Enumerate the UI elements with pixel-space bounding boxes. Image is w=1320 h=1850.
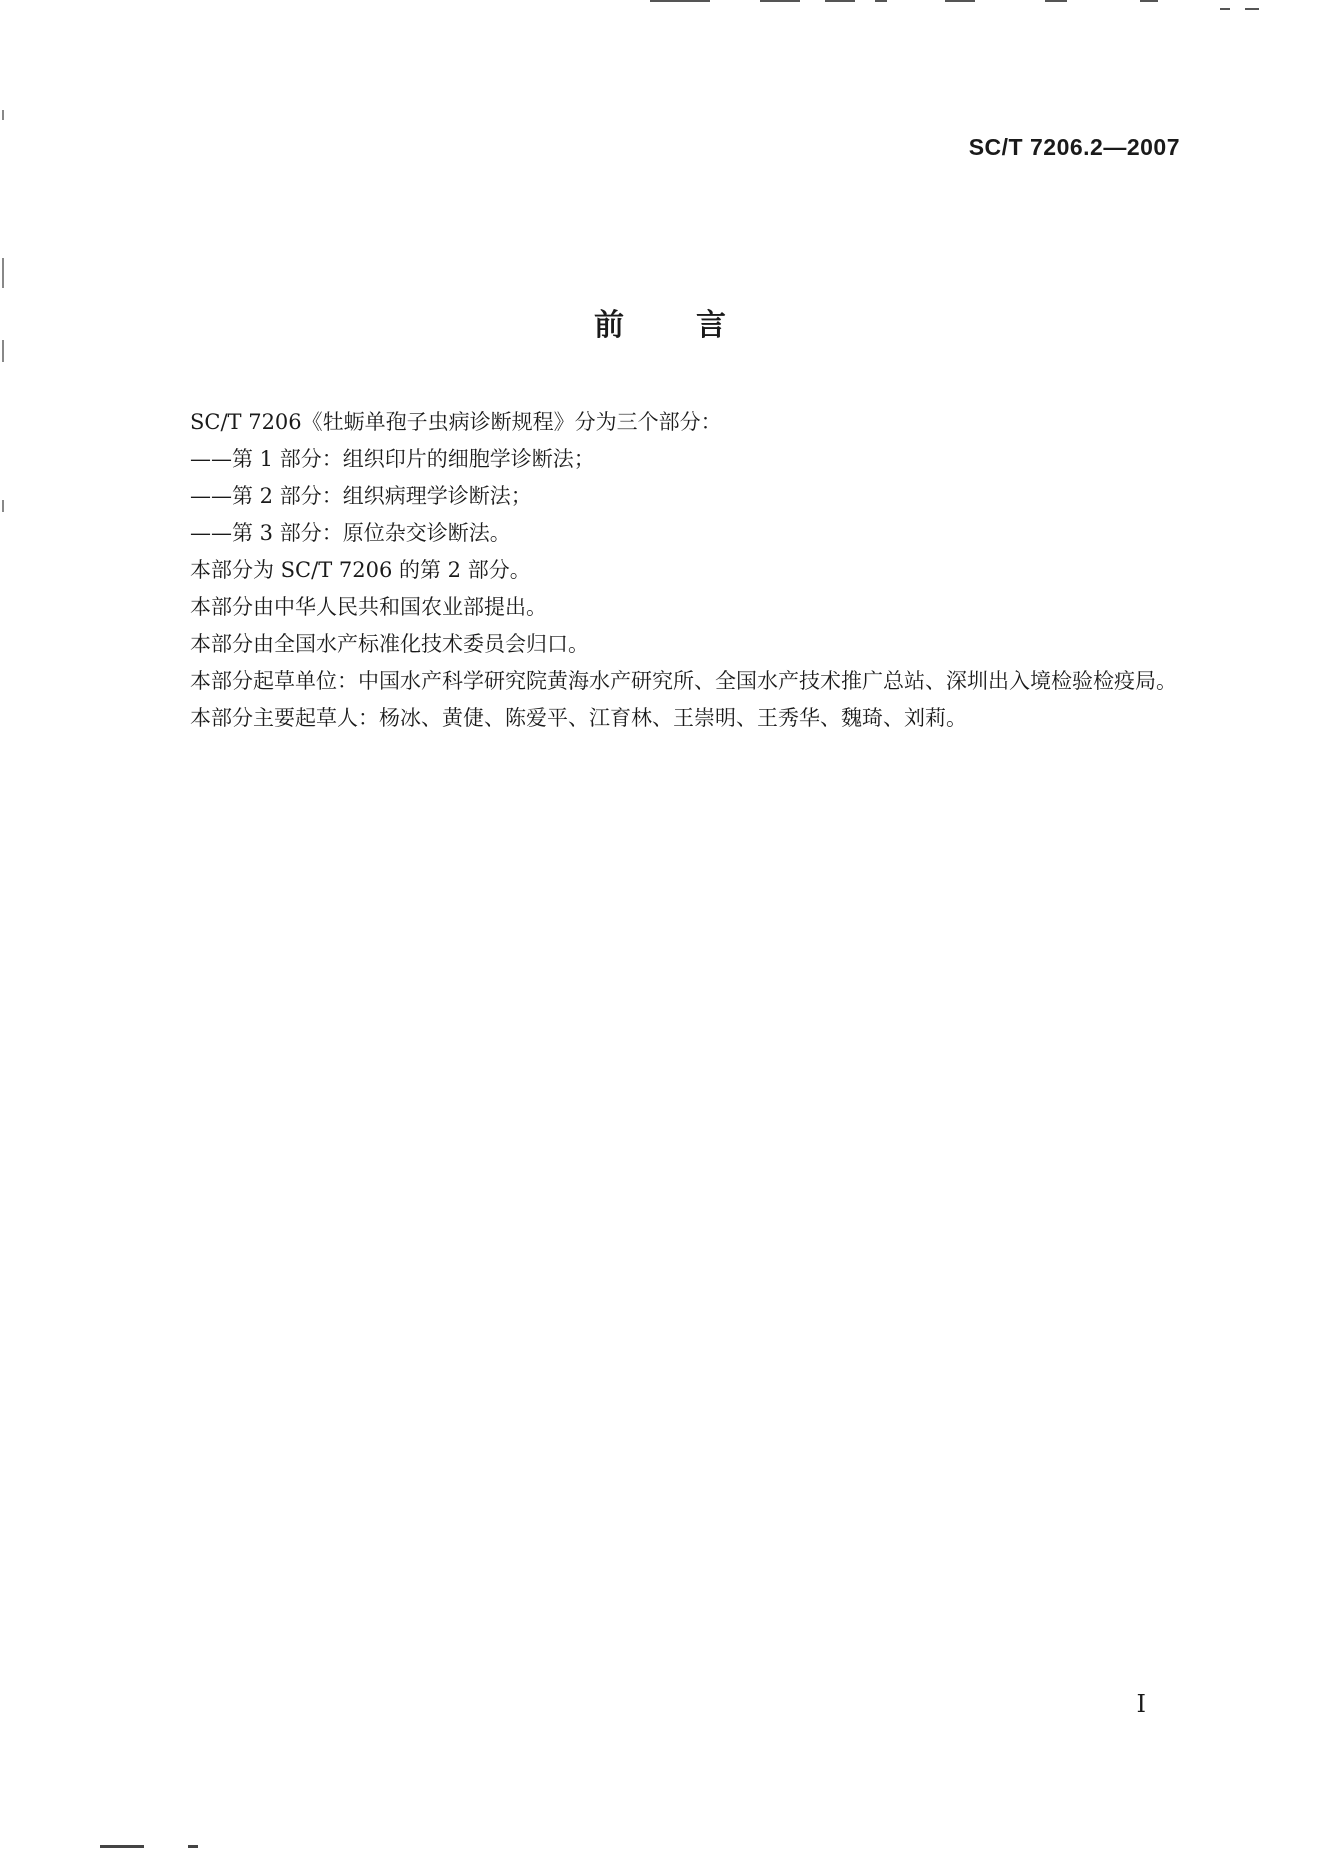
scan-artifact-top <box>1245 8 1259 10</box>
foreword-paragraph: ——第 1 部分：组织印片的细胞学诊断法； <box>190 447 595 471</box>
foreword-paragraph: 本部分由中华人民共和国农业部提出。 <box>190 595 547 619</box>
page-number: I <box>1136 1690 1146 1718</box>
foreword-paragraph: 本部分起草单位：中国水产科学研究院黄海水产研究所、全国水产技术推广总站、深圳出入境检验检疫局。 <box>190 669 1177 693</box>
scan-artifact-top <box>945 0 975 2</box>
scan-artifact-bottom <box>100 1845 144 1848</box>
scan-artifact-top <box>875 0 887 2</box>
scan-artifact-left <box>2 258 4 288</box>
scan-artifact-top <box>825 0 855 2</box>
scan-artifact-left <box>2 500 4 512</box>
foreword-paragraph: 本部分由全国水产标准化技术委员会归口。 <box>190 632 589 656</box>
standard-code: SC/T 7206.2—2007 <box>968 134 1180 160</box>
foreword-paragraph: SC/T 7206《牡蛎单孢子虫病诊断规程》分为三个部分： <box>190 410 722 434</box>
foreword-paragraph: ——第 3 部分：原位杂交诊断法。 <box>190 521 511 545</box>
scan-artifact-top <box>760 0 800 2</box>
scan-artifact-left <box>2 110 4 120</box>
foreword-paragraph: 本部分为 SC/T 7206 的第 2 部分。 <box>190 558 531 582</box>
foreword-paragraph: ——第 2 部分：组织病理学诊断法； <box>190 484 532 508</box>
page-title: 前言 <box>594 308 798 343</box>
scan-artifact-top <box>650 0 710 2</box>
foreword-body <box>142 404 1182 737</box>
scan-artifact-top <box>1140 0 1158 2</box>
scan-artifact-top <box>1045 0 1067 2</box>
scan-artifact-bottom <box>188 1845 198 1848</box>
foreword-paragraph: 本部分主要起草人：杨冰、黄倢、陈爱平、江育林、王崇明、王秀华、魏琦、刘莉。 <box>190 706 967 730</box>
scan-artifact-top <box>1220 8 1230 10</box>
